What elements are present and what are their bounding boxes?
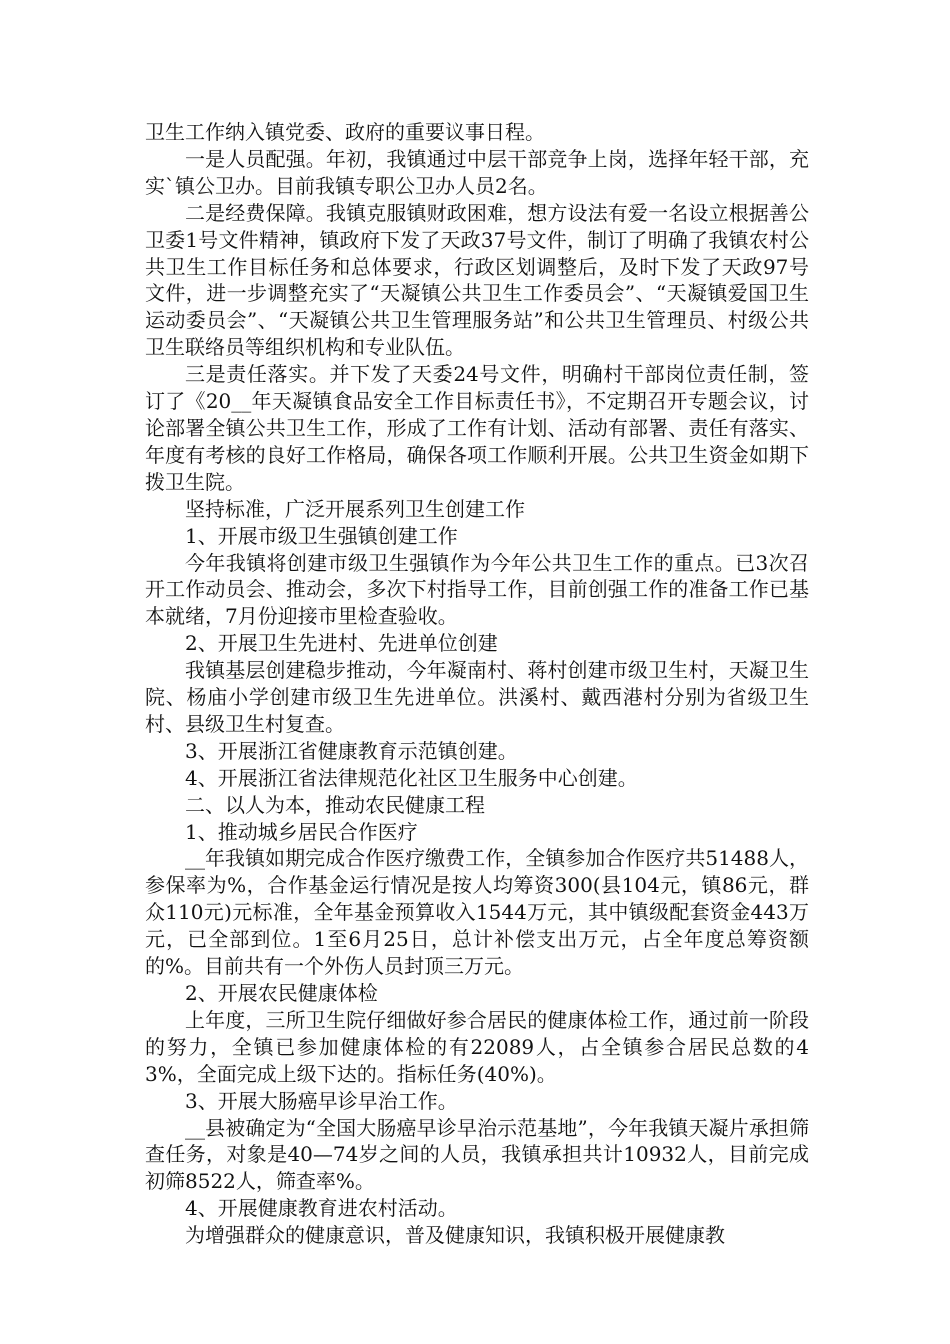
section-heading: 4、开展浙江省法律规范化社区卫生服务中心创建。 (185, 765, 638, 790)
paragraph: 今年我镇将创建市级卫生强镇作为今年公共卫生工作的重点。已3次召开工作动员会、推动会，多次下村指导工作，目前创强工作的准备工作已基本就绪，7月份迎接市里检查验收。 (145, 550, 809, 629)
paragraph: 三是责任落实。并下发了天委24号文件，明确村干部岗位责任制，签订了《20__年天凝镇食品安全工作目标责任书》，不定期召开专题会议，讨论部署全镇公共卫生工作，形成了工作有计划、活动有部署、责任有落实、年度有考核的良好工作格局，确保各项工作顺利开展。公共卫生资金如期下拨卫生院。 (145, 362, 809, 494)
section-heading: 3、开展浙江省健康教育示范镇创建。 (185, 738, 518, 763)
section-heading: 二、以人为本，推动农民健康工程 (185, 792, 485, 817)
paragraph: 二是经费保障。我镇克服镇财政困难，想方设法有爱一名设立根据善公卫委1号文件精神，镇政府下发了天政37号文件，制订了明确了我镇农村公共卫生工作目标任务和总体要求，行政区划调整后，及时下发了天政97号文件，进一步调整充实了“天凝镇公共卫生工作委员会”、“天凝镇爱国卫生运动委员会”、“天凝镇公共卫生管理服务站”和公共卫生管理员、村级公共卫生联络员等组织机构和专业队伍。 (145, 200, 809, 360)
section-heading: 2、开展卫生先进村、先进单位创建 (185, 631, 498, 656)
paragraph: 为增强群众的健康意识，普及健康知识，我镇积极开展健康教 (185, 1223, 725, 1248)
paragraph: 卫生工作纳入镇党委、政府的重要议事日程。 (145, 120, 545, 144)
section-heading: 2、开展农民健康体检 (185, 981, 378, 1005)
paragraph: __年我镇如期完成合作医疗缴费工作，全镇参加合作医疗共51488人，参保率为%，合作基金运行情况是按人均筹资300(县104元，镇86元，群众110元)元标准，全年基金预算收入1544万元，其中镇级配套资金443万元，已全部到位。1至6月25日，总计补偿支出万元，占全年度总筹资额的%。目前共有一个外伤人员封顶三万元。 (145, 846, 809, 979)
paragraph: __县被确定为“全国大肠癌早诊早治示范基地”，今年我镇天凝片承担筛查任务，对象是40—74岁之间的人员，我镇承担共计10932人，目前完成初筛8522人，筛查率%。 (145, 1115, 809, 1194)
section-heading: 4、开展健康教育进农村活动。 (185, 1196, 458, 1221)
section-heading: 1、推动城乡居民合作医疗 (185, 819, 418, 844)
document-body (145, 119, 809, 1249)
paragraph: 我镇基层创建稳步推动，今年凝南村、蒋村创建市级卫生村，天凝卫生院、杨庙小学创建市级卫生先进单位。洪溪村、戴西港村分别为省级卫生村、县级卫生村复查。 (145, 658, 809, 736)
section-heading: 3、开展大肠癌早诊早治工作。 (185, 1088, 458, 1113)
section-heading: 1、开展市级卫生强镇创建工作 (185, 523, 458, 548)
section-heading: 坚持标准，广泛开展系列卫生创建工作 (185, 496, 525, 521)
paragraph: 一是人员配强。年初，我镇通过中层干部竞争上岗，选择年轻干部，充实`镇公卫办。目前我镇专职公卫办人员2名。 (145, 146, 809, 198)
paragraph: 上年度，三所卫生院仔细做好参合居民的健康体检工作，通过前一阶段的努力，全镇已参加健康体检的有22089人，占全镇参合居民总数的43%，全面完成上级下达的。指标任务(40%)。 (145, 1007, 809, 1086)
